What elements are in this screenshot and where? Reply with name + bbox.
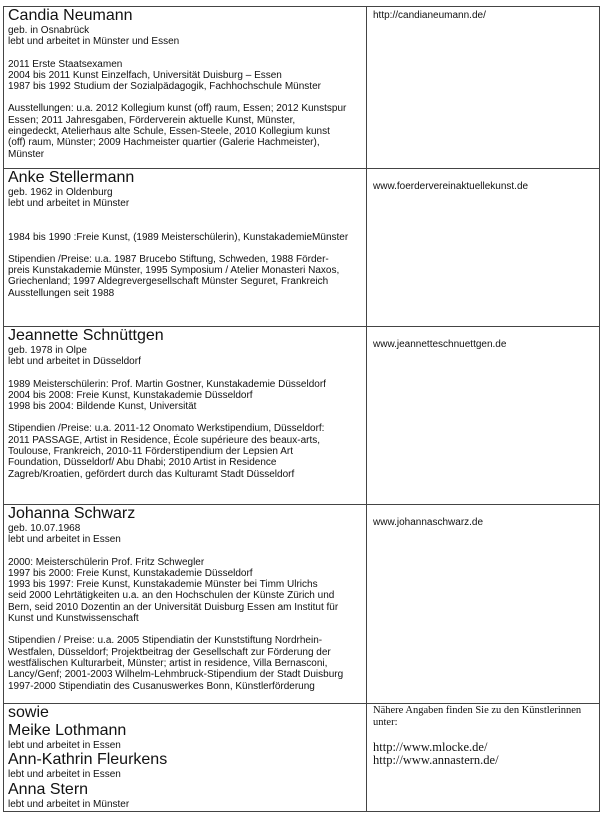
artist-lives: lebt und arbeitet in Münster und Essen [8,36,180,48]
education-line: Bern, seid 2010 Dozentin an der Universität Duisburg Essen am Institut für [8,601,339,613]
education-line: 2004 bis 2008: Freie Kunst, Kunstakademie Düsseldorf [8,389,253,401]
education-line: 1997 bis 2000: Freie Kunst, Kunstakademie Düsseldorf [8,567,253,579]
artist-lives: lebt und arbeitet in Münster [8,198,130,210]
artist-lives: lebt und arbeitet in Essen [8,740,121,751]
details-line: eingedeckt, Atelierhaus alte Schule, Essen-Steele, 2010 Kollegium kunst [8,126,330,138]
details-line: 1997-2000 Stipendiatin des Cusanuswerkes Bonn, Künstlerförderung [8,680,315,692]
details-line: Stipendien /Preise: u.a. 2011-12 Onomato Werkstipendium, Düsseldorf: [8,423,325,435]
details-line: 2011 PASSAGE, Artist in Residence, École supérieure des beaux-arts, [8,434,321,446]
artist-bio-cell [4,7,367,169]
artist-bio-cell [4,505,367,704]
details-line: Münster [8,148,45,160]
artist-lives: lebt und arbeitet in Essen [8,769,121,781]
artist-website-link[interactable]: www.jeannetteschnuettgen.de [373,339,507,350]
artist-name: Anna Stern [8,780,89,798]
artist-name: Johanna Schwarz [8,505,136,522]
artist-bio-cell [4,169,367,327]
details-line: Toulouse, Frankreich, 2010-11 Förderstipendium der Lepsien Art [8,446,293,458]
details-line: preis Kunstakademie Münster, 1995 Symposium / Atelier Monasteri Naxos, [8,265,340,277]
artist-row [4,327,600,505]
artist-name: Jeannette Schnüttgen [8,327,164,344]
details-line: Stipendien /Preise: u.a. 1987 Brucebo Stiftung, Schweden, 1988 Förder- [8,253,329,265]
artist-website-cell [367,327,600,505]
education-line: seid 2000 Lehrtätigkeiten u.a. an den Hochschulen der Künste Zürich und [8,590,335,602]
education-line: 1987 bis 1992 Studium der Sozialpädagogik, Fachhochschule Münster [8,81,321,93]
artist-name: Ann-Kathrin Fleurkens [8,751,168,769]
artist-website-cell [367,169,600,327]
details-line: Lancy/Genf; 2001-2003 Wilhelm-Lehmbruck-Stipendium der Stadt Duisburg [8,669,344,681]
artist-website-cell [367,7,600,169]
artist-row [4,7,600,169]
education-line: 1998 bis 2004: Bildende Kunst, Universität [8,401,197,413]
others-cell [4,704,367,812]
website-link[interactable]: http://www.mlocke.de/ [373,740,488,754]
artist-row [4,169,600,327]
details-line: Griechenland; 1997 Aldegrevergesellschaft Münster Seguret, Frankreich [8,276,329,288]
note-text: Nähere Angaben finden Sie zu den Künstlerinnen [373,705,582,716]
details-line: Westfalen, Düsseldorf; Projektbeitrag der Gesellschaft zur Förderung der [8,646,331,658]
artist-bio-cell [4,327,367,505]
artist-name: Anke Stellermann [8,169,135,186]
details-line: Ausstellungen: u.a. 2012 Kollegium kunst (off) raum, Essen; 2012 Kunstspur [8,103,347,115]
note-text: unter: [373,717,398,728]
artist-born: geb. 10.07.1968 [8,523,81,534]
artist-born: geb. in Osnabrück [8,25,90,36]
education-line: 2000: Meisterschülerin Prof. Fritz Schwegler [8,556,205,568]
artists-table [3,6,600,812]
details-line: westfälischen Kulturarbeit, Münster; artist in residence, Villa Bernasconi, [8,657,328,669]
artist-born: geb. 1978 in Olpe [8,345,87,356]
education-line: 2011 Erste Staatsexamen [8,58,123,70]
education-line: 1984 bis 1990 :Freie Kunst, (1989 Meisterschülerin), KunstakademieMünster [8,231,349,243]
artist-name: Meike Lothmann [8,722,127,739]
artist-born: geb. 1962 in Oldenburg [8,187,113,198]
artist-website-cell [367,505,600,704]
details-line: Stipendien / Preise: u.a. 2005 Stipendiatin der Kunststiftung Nordrhein- [8,635,323,647]
details-line: Zagreb/Kroatien, gefördert durch das Kulturamt Stadt Düsseldorf [8,468,295,480]
education-line: Kunst und Kunstwissenschaft [8,613,139,625]
others-links-cell [367,704,600,812]
artist-website-link[interactable]: www.johannaschwarz.de [373,517,484,528]
artist-lives: lebt und arbeitet in Essen [8,534,121,546]
others-row [4,704,600,812]
website-link[interactable]: http://www.annastern.de/ [373,753,499,767]
education-line: 2004 bis 2011 Kunst Einzelfach, Universität Duisburg – Essen [8,69,282,81]
artist-website-link[interactable]: http://candianeumann.de/ [373,10,486,21]
details-line: Essen; 2011 Jahresgaben, Förderverein aktuelle Kunst, Münster, [8,114,296,126]
others-intro: sowie [8,704,49,721]
artist-website-link[interactable]: www.foerdervereinaktuellekunst.de [373,181,529,192]
artist-lives: lebt und arbeitet in Münster [8,798,130,810]
education-line: 1989 Meisterschülerin: Prof. Martin Gostner, Kunstakademie Düsseldorf [8,378,326,390]
artist-name: Candia Neumann [8,7,133,24]
education-line: 1993 bis 1997: Freie Kunst, Kunstakademie Münster bei Timm Ulrichs [8,579,318,591]
details-line: (off) raum, Münster; 2009 Hachmeister quartier (Galerie Hachmeister), [8,137,320,149]
details-line: Ausstellungen seit 1988 [8,287,115,299]
artist-lives: lebt und arbeitet in Düsseldorf [8,356,141,368]
details-line: Foundation, Düsseldorf/ Abu Dhabi; 2010 Artist in Residence [8,457,277,469]
artist-row [4,505,600,704]
